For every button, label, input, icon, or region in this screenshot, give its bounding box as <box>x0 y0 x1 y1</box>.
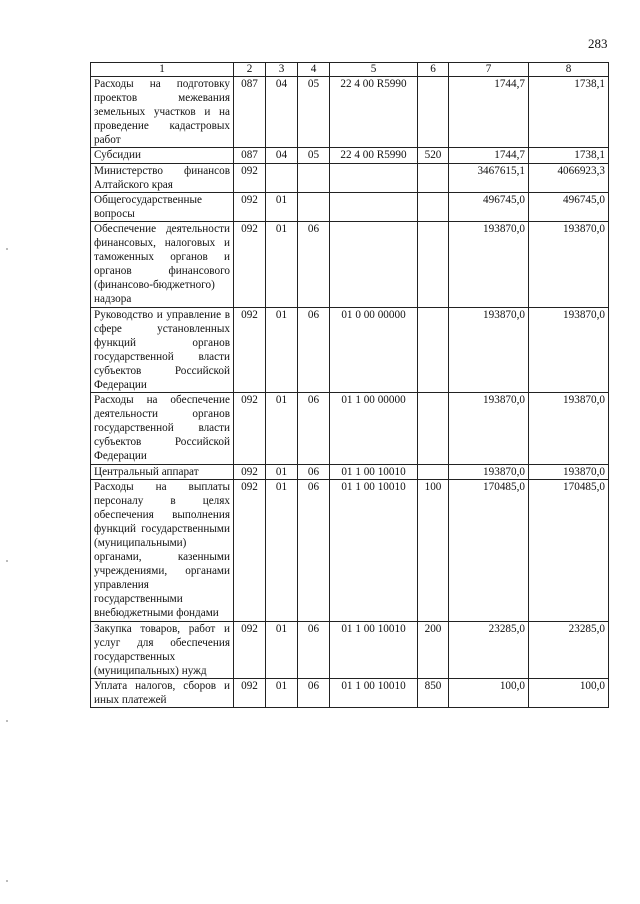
table-row <box>91 192 609 221</box>
item-name: Руководство и управление в сфере установленных функций органов государственной власти субъектов Российской Федерации <box>91 307 234 393</box>
table-row <box>91 148 609 163</box>
subsection-code: 05 <box>298 148 330 163</box>
item-name: Субсидии <box>91 148 234 163</box>
ministry-code: 092 <box>234 192 266 221</box>
scan-edge-mark <box>6 560 8 562</box>
section-code: 01 <box>266 393 298 464</box>
item-name: Уплата налогов, сборов и иных платежей <box>91 678 234 707</box>
item-name: Обеспечение деятельности финансовых, налоговых и таможенных органов и органов финансового (финансово-бюджетного) надзора <box>91 221 234 307</box>
subsection-code: 06 <box>298 307 330 393</box>
subsection-code: 05 <box>298 77 330 148</box>
amount-year-1: 193870,0 <box>449 221 529 307</box>
scan-edge-mark <box>6 248 8 250</box>
section-code: 01 <box>266 464 298 479</box>
expense-type-code <box>418 464 449 479</box>
section-code: 01 <box>266 479 298 621</box>
column-header: 2 <box>234 63 266 77</box>
amount-year-2: 100,0 <box>529 678 609 707</box>
subsection-code: 06 <box>298 479 330 621</box>
item-name: Расходы на подготовку проектов межевания земельных участков и на проведение кадастровых работ <box>91 77 234 148</box>
amount-year-2: 193870,0 <box>529 393 609 464</box>
ministry-code: 092 <box>234 163 266 192</box>
ministry-code: 087 <box>234 148 266 163</box>
subsection-code: 06 <box>298 678 330 707</box>
target-article-code: 01 1 00 10010 <box>330 479 418 621</box>
target-article-code: 22 4 00 R5990 <box>330 148 418 163</box>
target-article-code <box>330 192 418 221</box>
table-row <box>91 678 609 707</box>
amount-year-1: 193870,0 <box>449 307 529 393</box>
amount-year-2: 170485,0 <box>529 479 609 621</box>
page-number: 283 <box>588 36 608 51</box>
expense-type-code <box>418 307 449 393</box>
amount-year-2: 193870,0 <box>529 221 609 307</box>
expense-type-code: 200 <box>418 621 449 678</box>
target-article-code: 01 0 00 00000 <box>330 307 418 393</box>
expense-type-code <box>418 163 449 192</box>
subsection-code <box>298 192 330 221</box>
item-name: Закупка товаров, работ и услуг для обеспечения государственных (муниципальных) нужд <box>91 621 234 678</box>
expense-type-code: 850 <box>418 678 449 707</box>
scan-edge-mark <box>6 880 8 882</box>
item-name: Министерство финансов Алтайского края <box>91 163 234 192</box>
section-code <box>266 163 298 192</box>
section-code: 01 <box>266 221 298 307</box>
scan-edge-mark <box>6 720 8 722</box>
column-header: 4 <box>298 63 330 77</box>
subsection-code: 06 <box>298 221 330 307</box>
amount-year-1: 1744,7 <box>449 77 529 148</box>
item-name: Центральный аппарат <box>91 464 234 479</box>
amount-year-2: 193870,0 <box>529 307 609 393</box>
column-header: 5 <box>330 63 418 77</box>
expense-type-code <box>418 393 449 464</box>
ministry-code: 092 <box>234 621 266 678</box>
amount-year-1: 193870,0 <box>449 464 529 479</box>
amount-year-2: 496745,0 <box>529 192 609 221</box>
target-article-code: 01 1 00 10010 <box>330 464 418 479</box>
section-code: 01 <box>266 621 298 678</box>
target-article-code: 01 1 00 10010 <box>330 678 418 707</box>
amount-year-1: 1744,7 <box>449 148 529 163</box>
item-name: Расходы на выплаты персоналу в целях обеспечения выполнения функций государственными (муниципальными) органами, казенными учреждениями, органами управления государственными внебюджетными фондами <box>91 479 234 621</box>
amount-year-2: 1738,1 <box>529 148 609 163</box>
ministry-code: 092 <box>234 464 266 479</box>
item-name: Общегосударственные вопросы <box>91 192 234 221</box>
column-header: 1 <box>91 63 234 77</box>
item-name: Расходы на обеспечение деятельности органов государственной власти субъектов Российской Федерации <box>91 393 234 464</box>
amount-year-2: 4066923,3 <box>529 163 609 192</box>
table-row <box>91 479 609 621</box>
target-article-code: 22 4 00 R5990 <box>330 77 418 148</box>
table-row <box>91 77 609 148</box>
amount-year-2: 1738,1 <box>529 77 609 148</box>
ministry-code: 092 <box>234 393 266 464</box>
table-row <box>91 621 609 678</box>
table-header-row <box>91 63 609 77</box>
expense-type-code <box>418 77 449 148</box>
amount-year-1: 496745,0 <box>449 192 529 221</box>
amount-year-1: 23285,0 <box>449 621 529 678</box>
column-header: 7 <box>449 63 529 77</box>
amount-year-1: 3467615,1 <box>449 163 529 192</box>
ministry-code: 092 <box>234 678 266 707</box>
section-code: 01 <box>266 307 298 393</box>
expense-type-code <box>418 221 449 307</box>
subsection-code: 06 <box>298 393 330 464</box>
target-article-code: 01 1 00 00000 <box>330 393 418 464</box>
expense-type-code: 100 <box>418 479 449 621</box>
amount-year-2: 193870,0 <box>529 464 609 479</box>
expense-type-code <box>418 192 449 221</box>
table-row <box>91 307 609 393</box>
target-article-code: 01 1 00 10010 <box>330 621 418 678</box>
ministry-code: 092 <box>234 307 266 393</box>
table-row <box>91 393 609 464</box>
amount-year-1: 100,0 <box>449 678 529 707</box>
section-code: 04 <box>266 77 298 148</box>
table-row <box>91 163 609 192</box>
subsection-code: 06 <box>298 464 330 479</box>
expense-type-code: 520 <box>418 148 449 163</box>
subsection-code <box>298 163 330 192</box>
ministry-code: 087 <box>234 77 266 148</box>
ministry-code: 092 <box>234 479 266 621</box>
amount-year-1: 193870,0 <box>449 393 529 464</box>
target-article-code <box>330 163 418 192</box>
budget-table <box>90 62 609 708</box>
ministry-code: 092 <box>234 221 266 307</box>
column-header: 8 <box>529 63 609 77</box>
column-header: 3 <box>266 63 298 77</box>
amount-year-2: 23285,0 <box>529 621 609 678</box>
table-row <box>91 221 609 307</box>
column-header: 6 <box>418 63 449 77</box>
section-code: 01 <box>266 192 298 221</box>
table-row <box>91 464 609 479</box>
target-article-code <box>330 221 418 307</box>
subsection-code: 06 <box>298 621 330 678</box>
section-code: 01 <box>266 678 298 707</box>
amount-year-1: 170485,0 <box>449 479 529 621</box>
section-code: 04 <box>266 148 298 163</box>
